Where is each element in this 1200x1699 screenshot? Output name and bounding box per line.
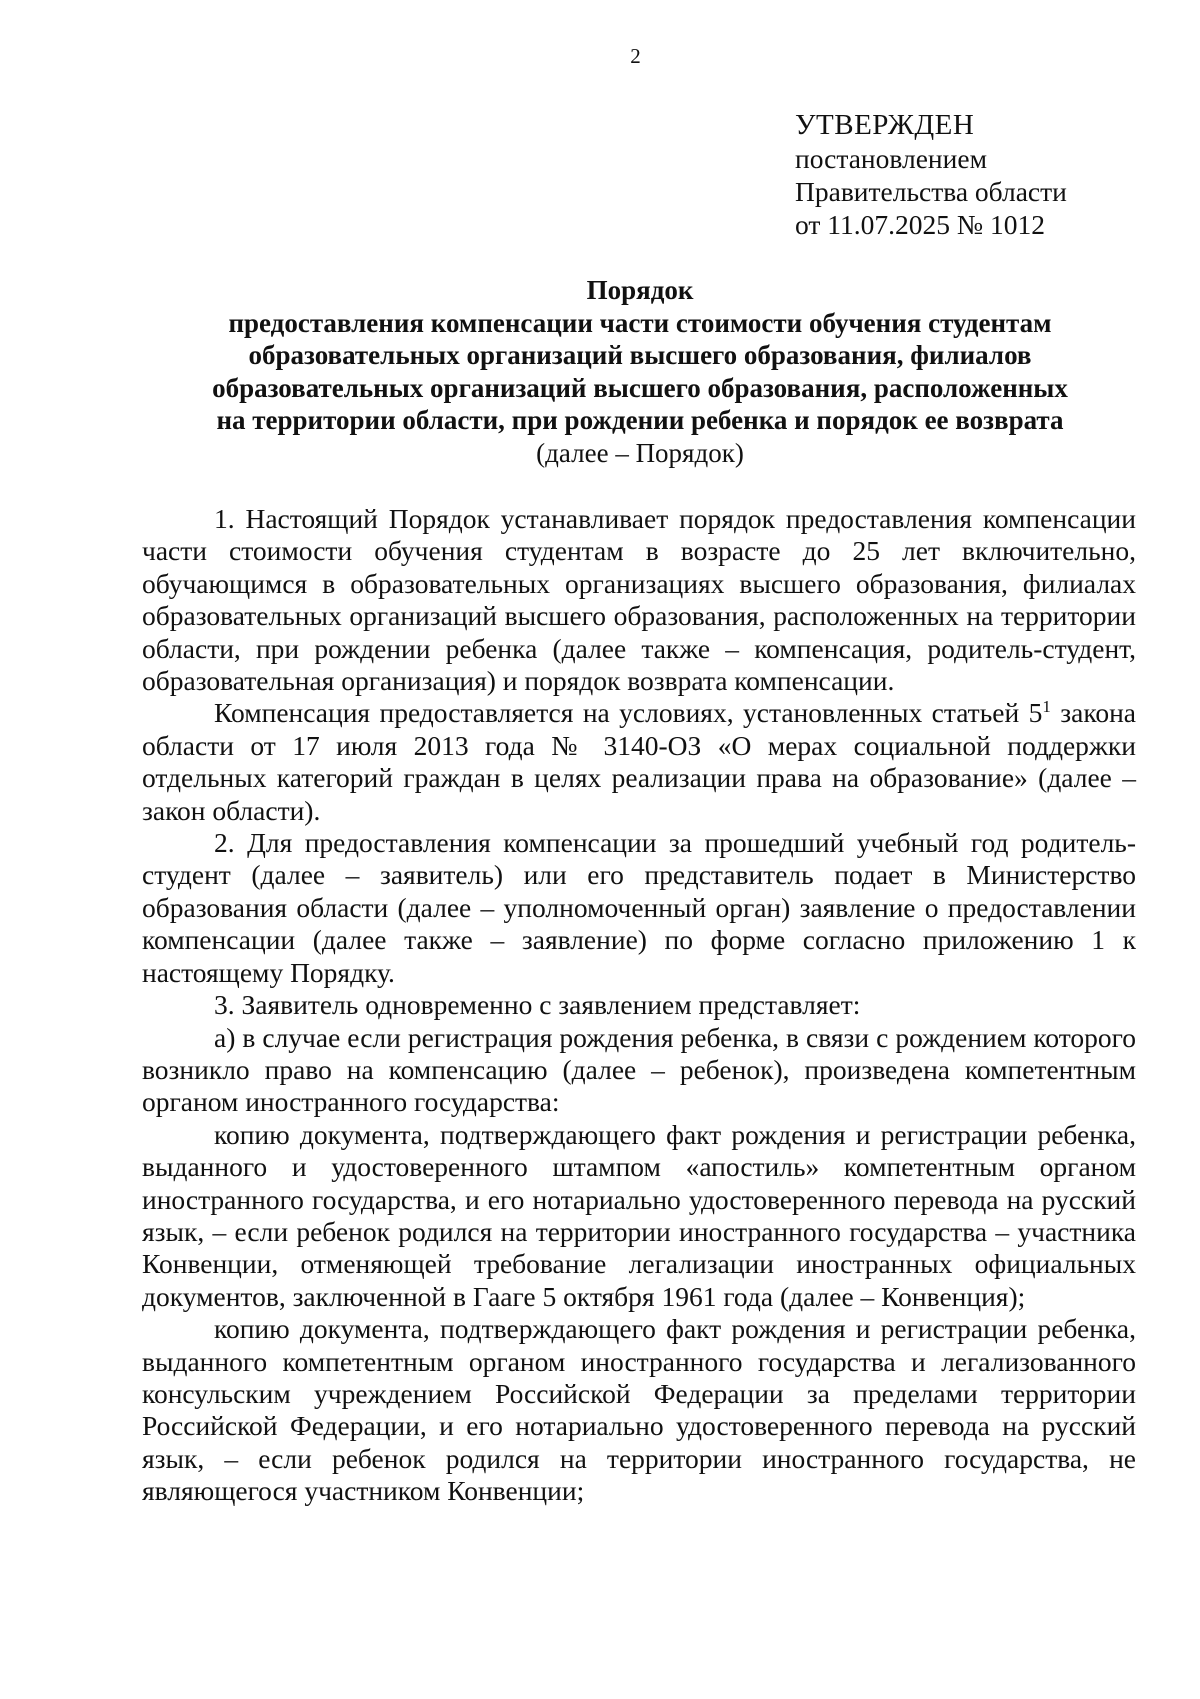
approval-title: УТВЕРЖДЕН: [795, 109, 975, 141]
title-line-4: образовательных организаций высшего образования, расположенных: [212, 372, 1068, 403]
paragraph-7: копию документа, подтверждающего факт рождения и регистрации ребенка, выданного компетентным органом иностранного государства и легализованного консульским учреждением Российской Федерации за пределами территории Российской Федерации, и его нотариально удостоверенного перевода на русский язык, – если ребенок родился на территории иностранного государства, не являющегося участником Конвенции;: [142, 1313, 1136, 1507]
title-line-2: предоставления компенсации части стоимости обучения студентам: [228, 307, 1052, 338]
title-line-5: на территории области, при рождении ребенка и порядок ее возврата: [216, 405, 1064, 435]
title-line-3: образовательных организаций высшего образования, филиалов: [248, 340, 1032, 370]
approval-line-2: Правительства области: [795, 176, 1067, 207]
paragraph-1: 1. Настоящий Порядок устанавливает порядок предоставления компенсации части стоимости обучения студентам в возрасте до 25 лет включительно, обучающимся в образовательных организациях высшего образования, филиалах образовательных организаций высшего образования, расположенных на территории области, при рождении ребенка (далее также – компенсация, родитель-студент, образовательная организация) и порядок возврата компенсации.: [142, 503, 1136, 697]
approval-stamp-block: [795, 109, 1067, 241]
page-number: 2: [630, 44, 641, 68]
article-superscript: 1: [1042, 697, 1051, 717]
paragraph-2-start: Компенсация предоставляется на условиях, установленных статьей 5: [214, 697, 1043, 729]
approval-line-3: от 11.07.2025 № 1012: [795, 209, 1045, 240]
title-line-1: Порядок: [586, 275, 694, 305]
paragraph-4: 3. Заявитель одновременно с заявлением представляет:: [214, 989, 861, 1021]
paragraph-3: 2. Для предоставления компенсации за прошедший учебный год родитель-студент (далее – заявитель) или его представитель подает в Министерство образования области (далее – уполномоченный орган) заявление о предоставлении компенсации (далее также – заявление) по форме согласно приложению 1 к настоящему Порядку.: [142, 827, 1136, 988]
paragraph-6: копию документа, подтверждающего факт рождения и регистрации ребенка, выданного и удостоверенного штампом «апостиль» компетентным органом иностранного государства, и его нотариально удостоверенного перевода на русский язык, – если ребенок родился на территории иностранного государства – участника Конвенции, отменяющей требование легализации иностранных официальных документов, заключенной в Гааге 5 октября 1961 года (далее – Конвенция);: [142, 1118, 1136, 1312]
paragraph-2-end: закона области от 17 июля 2013 года № 3140-ОЗ «О мерах социальной поддержки отдельных категорий граждан в целях реализации права на образование» (далее – закон области).: [142, 697, 1136, 826]
document-body: [142, 503, 1136, 1508]
document-title: [140, 274, 1140, 469]
approval-line-1: постановлением: [795, 143, 987, 174]
title-line-6: (далее – Порядок): [536, 437, 744, 468]
paragraph-2: [142, 697, 1136, 827]
paragraph-5: а) в случае если регистрация рождения ребенка, в связи с рождением которого возникло право на компенсацию (далее – ребенок), произведена компетентным органом иностранного государства:: [142, 1021, 1136, 1118]
